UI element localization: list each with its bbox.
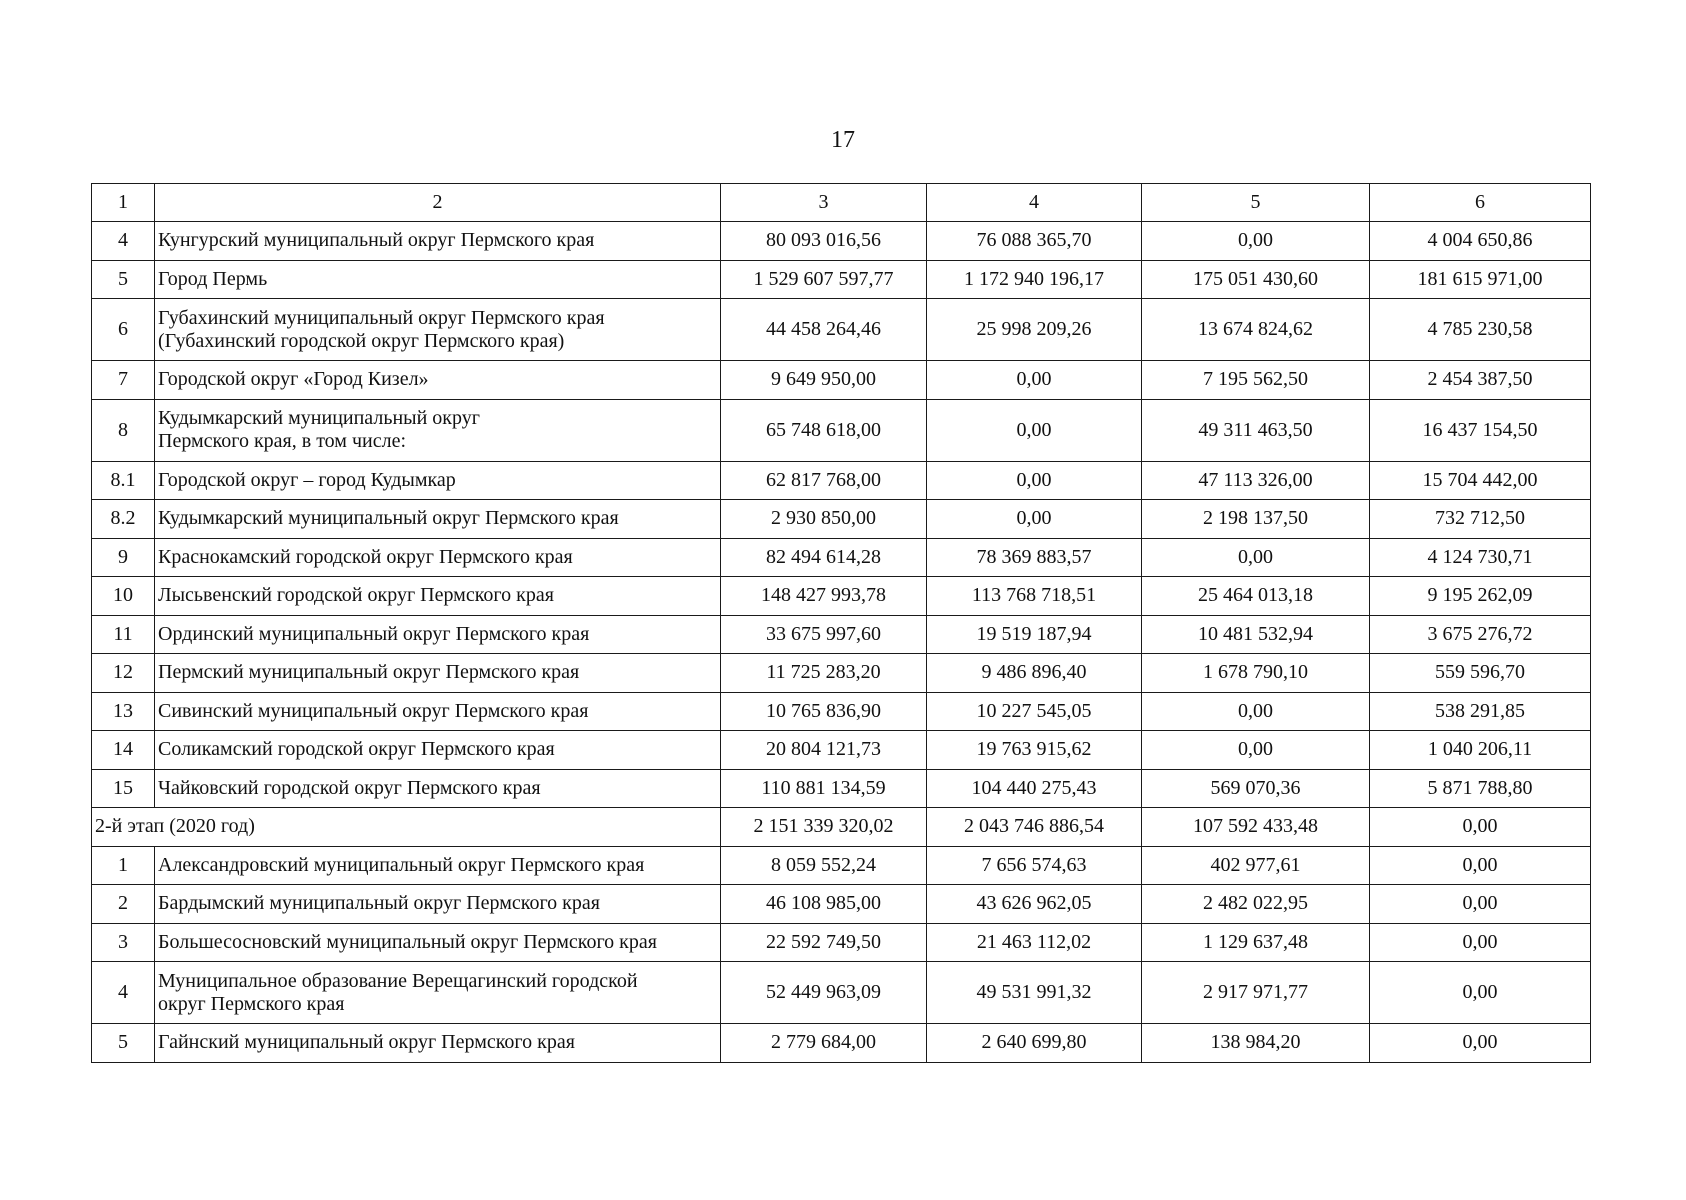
value-col-6: 3 675 276,72 xyxy=(1370,615,1591,654)
value-col-4: 113 768 718,51 xyxy=(927,577,1142,616)
row-name: Город Пермь xyxy=(155,260,721,299)
value-col-3: 46 108 985,00 xyxy=(721,885,927,924)
value-col-4: 0,00 xyxy=(927,461,1142,500)
row-number: 5 xyxy=(92,260,155,299)
value-col-3: 2 930 850,00 xyxy=(721,500,927,539)
table-row xyxy=(92,962,1591,1024)
value-col-5: 107 592 433,48 xyxy=(1142,808,1370,847)
value-col-3: 80 093 016,56 xyxy=(721,222,927,261)
table-row xyxy=(92,222,1591,261)
table-row xyxy=(92,461,1591,500)
value-col-5: 138 984,20 xyxy=(1142,1024,1370,1063)
value-col-3: 8 059 552,24 xyxy=(721,846,927,885)
header-col-4: 4 xyxy=(927,184,1142,222)
value-col-3: 9 649 950,00 xyxy=(721,361,927,400)
value-col-6: 0,00 xyxy=(1370,885,1591,924)
row-number: 9 xyxy=(92,538,155,577)
value-col-4: 1 172 940 196,17 xyxy=(927,260,1142,299)
row-name: Большесосновский муниципальный округ Пермского края xyxy=(155,923,721,962)
row-number: 8.2 xyxy=(92,500,155,539)
value-col-4: 76 088 365,70 xyxy=(927,222,1142,261)
value-col-5: 7 195 562,50 xyxy=(1142,361,1370,400)
value-col-5: 2 198 137,50 xyxy=(1142,500,1370,539)
table-row xyxy=(92,692,1591,731)
value-col-3: 1 529 607 597,77 xyxy=(721,260,927,299)
table-row xyxy=(92,299,1591,361)
value-col-5: 0,00 xyxy=(1142,731,1370,770)
header-col-6: 6 xyxy=(1370,184,1591,222)
table-row xyxy=(92,923,1591,962)
value-col-6: 15 704 442,00 xyxy=(1370,461,1591,500)
value-col-6: 9 195 262,09 xyxy=(1370,577,1591,616)
value-col-5: 47 113 326,00 xyxy=(1142,461,1370,500)
row-number: 4 xyxy=(92,222,155,261)
value-col-5: 13 674 824,62 xyxy=(1142,299,1370,361)
table-row xyxy=(92,538,1591,577)
value-col-5: 49 311 463,50 xyxy=(1142,399,1370,461)
value-col-6: 181 615 971,00 xyxy=(1370,260,1591,299)
value-col-3: 20 804 121,73 xyxy=(721,731,927,770)
row-name: Лысьвенский городской округ Пермского края xyxy=(155,577,721,616)
stage-label: 2-й этап (2020 год) xyxy=(92,808,721,847)
table-body xyxy=(92,184,1591,1063)
table-row xyxy=(92,731,1591,770)
value-col-5: 25 464 013,18 xyxy=(1142,577,1370,616)
table-row xyxy=(92,885,1591,924)
row-number: 4 xyxy=(92,962,155,1024)
row-name: Соликамский городской округ Пермского края xyxy=(155,731,721,770)
value-col-4: 2 043 746 886,54 xyxy=(927,808,1142,847)
value-col-4: 19 519 187,94 xyxy=(927,615,1142,654)
value-col-5: 569 070,36 xyxy=(1142,769,1370,808)
header-row xyxy=(92,184,1591,222)
value-col-6: 5 871 788,80 xyxy=(1370,769,1591,808)
value-col-4: 104 440 275,43 xyxy=(927,769,1142,808)
value-col-5: 175 051 430,60 xyxy=(1142,260,1370,299)
row-name: Ординский муниципальный округ Пермского края xyxy=(155,615,721,654)
header-col-5: 5 xyxy=(1142,184,1370,222)
row-name: Кудымкарский муниципальный округ Пермского края, в том числе: xyxy=(155,399,721,461)
table-row xyxy=(92,1024,1591,1063)
value-col-4: 49 531 991,32 xyxy=(927,962,1142,1024)
value-col-4: 43 626 962,05 xyxy=(927,885,1142,924)
table-row xyxy=(92,500,1591,539)
value-col-6: 538 291,85 xyxy=(1370,692,1591,731)
value-col-4: 9 486 896,40 xyxy=(927,654,1142,693)
table-row xyxy=(92,361,1591,400)
row-name: Кунгурский муниципальный округ Пермского края xyxy=(155,222,721,261)
row-number: 2 xyxy=(92,885,155,924)
row-name: Бардымский муниципальный округ Пермского края xyxy=(155,885,721,924)
table-row xyxy=(92,399,1591,461)
stage-row xyxy=(92,808,1591,847)
value-col-3: 2 779 684,00 xyxy=(721,1024,927,1063)
value-col-3: 65 748 618,00 xyxy=(721,399,927,461)
value-col-6: 0,00 xyxy=(1370,808,1591,847)
table-row xyxy=(92,615,1591,654)
value-col-6: 4 124 730,71 xyxy=(1370,538,1591,577)
value-col-6: 2 454 387,50 xyxy=(1370,361,1591,400)
page-number: 17 xyxy=(831,127,855,153)
value-col-3: 82 494 614,28 xyxy=(721,538,927,577)
value-col-3: 11 725 283,20 xyxy=(721,654,927,693)
row-name: Чайковский городской округ Пермского края xyxy=(155,769,721,808)
value-col-4: 0,00 xyxy=(927,399,1142,461)
value-col-3: 52 449 963,09 xyxy=(721,962,927,1024)
value-col-6: 4 785 230,58 xyxy=(1370,299,1591,361)
value-col-3: 148 427 993,78 xyxy=(721,577,927,616)
row-name: Губахинский муниципальный округ Пермского края (Губахинский городской округ Пермского края) xyxy=(155,299,721,361)
value-col-6: 0,00 xyxy=(1370,962,1591,1024)
value-col-5: 10 481 532,94 xyxy=(1142,615,1370,654)
value-col-5: 1 129 637,48 xyxy=(1142,923,1370,962)
value-col-4: 7 656 574,63 xyxy=(927,846,1142,885)
allocation-table xyxy=(91,183,1591,1063)
value-col-6: 4 004 650,86 xyxy=(1370,222,1591,261)
row-number: 7 xyxy=(92,361,155,400)
row-number: 13 xyxy=(92,692,155,731)
row-name: Гайнский муниципальный округ Пермского края xyxy=(155,1024,721,1063)
value-col-5: 402 977,61 xyxy=(1142,846,1370,885)
table-row xyxy=(92,654,1591,693)
value-col-3: 62 817 768,00 xyxy=(721,461,927,500)
value-col-6: 1 040 206,11 xyxy=(1370,731,1591,770)
row-name: Городской округ «Город Кизел» xyxy=(155,361,721,400)
value-col-5: 1 678 790,10 xyxy=(1142,654,1370,693)
value-col-5: 0,00 xyxy=(1142,222,1370,261)
value-col-4: 21 463 112,02 xyxy=(927,923,1142,962)
value-col-4: 10 227 545,05 xyxy=(927,692,1142,731)
row-number: 10 xyxy=(92,577,155,616)
value-col-3: 44 458 264,46 xyxy=(721,299,927,361)
row-number: 12 xyxy=(92,654,155,693)
table-row xyxy=(92,846,1591,885)
row-name: Александровский муниципальный округ Пермского края xyxy=(155,846,721,885)
value-col-6: 559 596,70 xyxy=(1370,654,1591,693)
row-number: 5 xyxy=(92,1024,155,1063)
row-number: 15 xyxy=(92,769,155,808)
row-name: Муниципальное образование Верещагинский городской округ Пермского края xyxy=(155,962,721,1024)
value-col-4: 2 640 699,80 xyxy=(927,1024,1142,1063)
row-number: 11 xyxy=(92,615,155,654)
row-name: Краснокамский городской округ Пермского края xyxy=(155,538,721,577)
table-row xyxy=(92,260,1591,299)
value-col-4: 78 369 883,57 xyxy=(927,538,1142,577)
table-row xyxy=(92,769,1591,808)
row-number: 3 xyxy=(92,923,155,962)
value-col-4: 0,00 xyxy=(927,361,1142,400)
value-col-3: 110 881 134,59 xyxy=(721,769,927,808)
header-col-2: 2 xyxy=(155,184,721,222)
value-col-5: 2 482 022,95 xyxy=(1142,885,1370,924)
value-col-3: 10 765 836,90 xyxy=(721,692,927,731)
header-col-1: 1 xyxy=(92,184,155,222)
value-col-4: 0,00 xyxy=(927,500,1142,539)
row-name: Кудымкарский муниципальный округ Пермского края xyxy=(155,500,721,539)
row-name: Пермский муниципальный округ Пермского края xyxy=(155,654,721,693)
value-col-6: 0,00 xyxy=(1370,846,1591,885)
row-number: 6 xyxy=(92,299,155,361)
row-name: Городской округ – город Кудымкар xyxy=(155,461,721,500)
row-number: 8.1 xyxy=(92,461,155,500)
value-col-5: 2 917 971,77 xyxy=(1142,962,1370,1024)
row-number: 1 xyxy=(92,846,155,885)
value-col-6: 16 437 154,50 xyxy=(1370,399,1591,461)
row-number: 8 xyxy=(92,399,155,461)
value-col-6: 0,00 xyxy=(1370,1024,1591,1063)
value-col-3: 2 151 339 320,02 xyxy=(721,808,927,847)
value-col-4: 19 763 915,62 xyxy=(927,731,1142,770)
value-col-3: 22 592 749,50 xyxy=(721,923,927,962)
value-col-5: 0,00 xyxy=(1142,538,1370,577)
value-col-5: 0,00 xyxy=(1142,692,1370,731)
row-number: 14 xyxy=(92,731,155,770)
row-name: Сивинский муниципальный округ Пермского края xyxy=(155,692,721,731)
value-col-6: 732 712,50 xyxy=(1370,500,1591,539)
table-row xyxy=(92,577,1591,616)
value-col-3: 33 675 997,60 xyxy=(721,615,927,654)
value-col-4: 25 998 209,26 xyxy=(927,299,1142,361)
header-col-3: 3 xyxy=(721,184,927,222)
value-col-6: 0,00 xyxy=(1370,923,1591,962)
